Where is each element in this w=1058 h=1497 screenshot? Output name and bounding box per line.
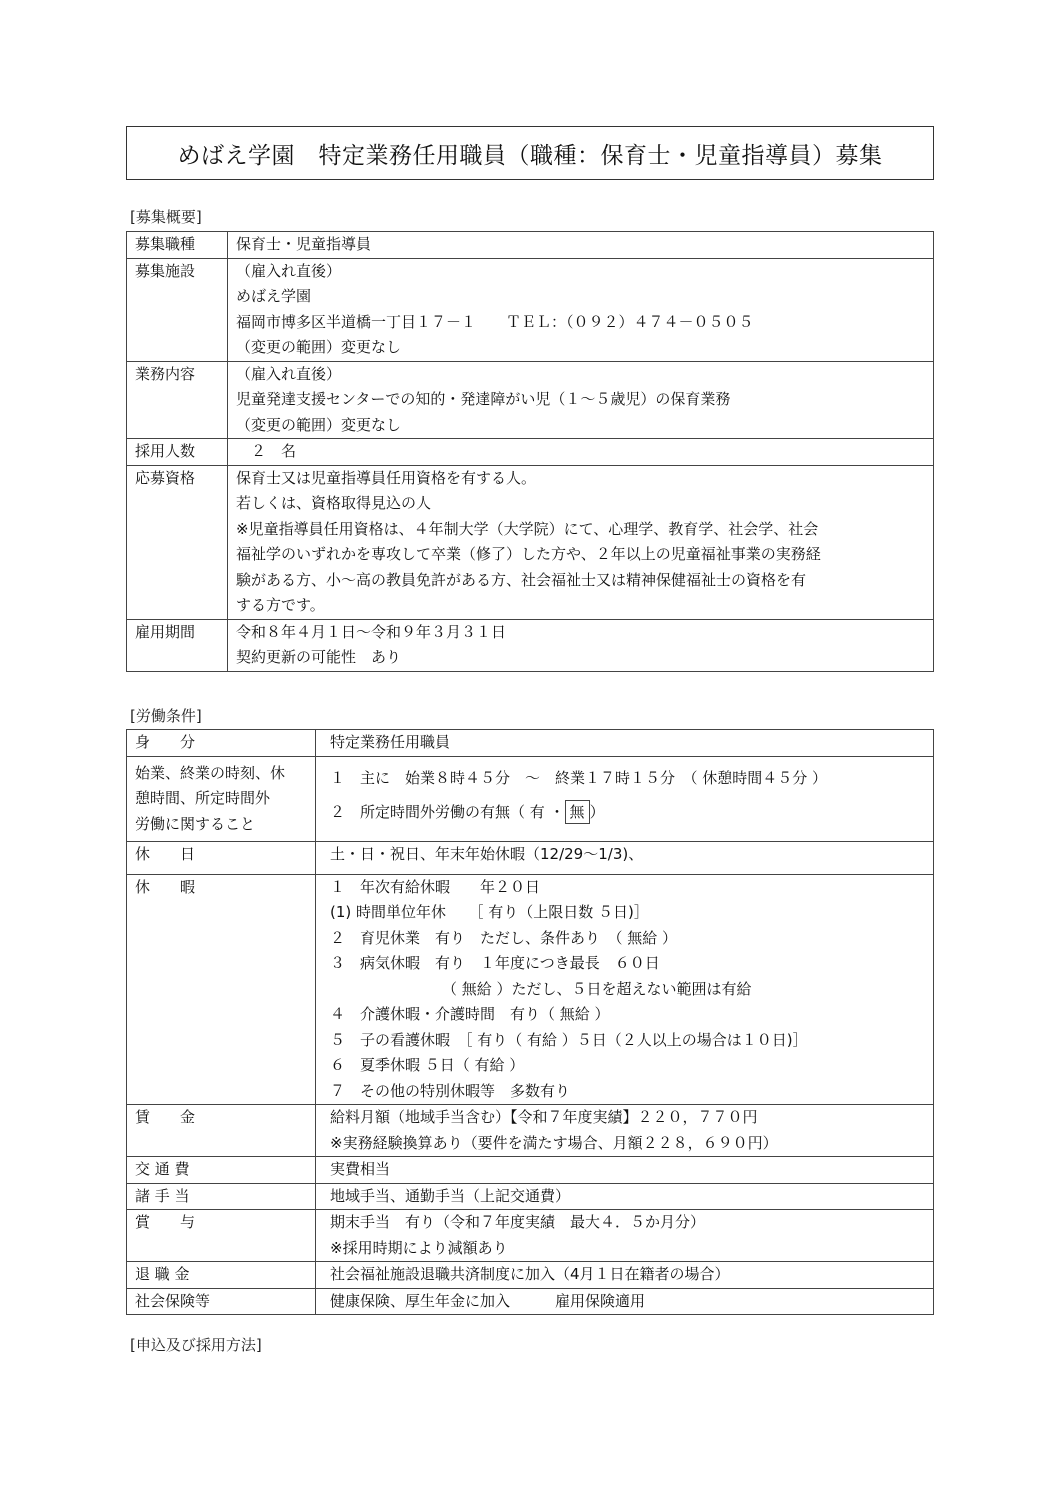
leave-line: （ 無給 ）ただし、５日を超えない範囲は有給 — [442, 979, 752, 998]
overview-section-label: [募集概要] — [130, 208, 202, 226]
row-key: 雇用期間 — [127, 619, 228, 671]
table-row — [127, 439, 934, 466]
application-section-label: [申込及び採用方法] — [130, 1336, 262, 1354]
leave-line: ５ 子の看護休暇 ［ 有り（ 有給 ）５日（２人以上の場合は１０日)］ — [330, 1030, 808, 1049]
key-line: 始業、終業の時刻、休 — [135, 763, 286, 782]
row-value: 土・日・祝日、年末年始休暇（12/29～1/3)、 — [316, 842, 934, 875]
row-value: 社会福祉施設退職共済制度に加入（4月１日在籍者の場合） — [316, 1262, 934, 1289]
row-value: 実費相当 — [316, 1157, 934, 1184]
row-key: 募集職種 — [127, 232, 228, 259]
table-row — [127, 258, 934, 361]
key-line: 労働に関すること — [135, 814, 256, 833]
leave-line: ４ 介護休暇・介護時間 有り（ 無給 ） — [330, 1005, 610, 1023]
overtime-prefix: ２ 所定時間外労働の有無（ 有 ・ — [330, 802, 565, 821]
wage-line: ※実務経験換算あり（要件を満たす場合、月額２２８，６９０円） — [330, 1133, 778, 1152]
overview-table — [126, 231, 934, 672]
table-row — [127, 465, 934, 619]
row-value — [228, 465, 934, 619]
table-row — [127, 1288, 934, 1315]
row-key: 業務内容 — [127, 361, 228, 439]
row-value — [228, 232, 934, 259]
conditions-table — [126, 729, 934, 1315]
conditions-section-label: [労働条件] — [130, 707, 202, 725]
row-key: 採用人数 — [127, 439, 228, 466]
value-line: 若しくは、資格取得見込の人 — [236, 494, 432, 512]
value-line: ※児童指導員任用資格は、４年制大学（大学院）にて、心理学、教育学、社会学、社会 — [236, 519, 819, 538]
value-line: する方です。 — [236, 596, 325, 614]
table-row — [127, 1105, 934, 1157]
value-line: 験がある方、小～高の教員免許がある方、社会福祉士又は精神保健福祉士の資格を有 — [236, 570, 807, 589]
row-key: 諸 手 当 — [127, 1183, 316, 1210]
overtime-suffix: ） — [589, 802, 605, 821]
value-line: （雇入れ直後） — [236, 261, 342, 280]
key-line: 憩時間、所定時間外 — [135, 789, 271, 807]
row-value — [228, 619, 934, 671]
row-value — [316, 874, 934, 1105]
row-key: 社会保険等 — [127, 1288, 316, 1315]
row-value — [228, 439, 934, 466]
page-title: めばえ学園 特定業務任用職員（職種：保育士・児童指導員）募集 — [126, 126, 934, 180]
value-line: （変更の範囲）変更なし — [236, 338, 402, 356]
table-row — [127, 730, 934, 757]
value-line: 保育士・児童指導員 — [236, 235, 372, 253]
leave-line: ２ 育児休業 有り ただし、条件あり （ 無給 ） — [330, 928, 678, 947]
table-row — [127, 1262, 934, 1289]
leave-line: ７ その他の特別休暇等 多数有り — [330, 1081, 571, 1100]
working-hours-line: １ 主に 始業８時４５分 ～ 終業１７時１５分 （ 休憩時間４５分 ） — [330, 768, 828, 787]
bonus-line: ※採用時期により減額あり — [330, 1238, 508, 1257]
leave-line: １ 年次有給休暇 年２０日 — [330, 877, 541, 896]
row-value — [228, 361, 934, 439]
row-value — [228, 258, 934, 361]
value-line: ２ 名 — [236, 442, 297, 460]
leave-line: (1) 時間単位年休 ［ 有り（上限日数 ５日)］ — [330, 903, 649, 921]
row-key: 応募資格 — [127, 465, 228, 619]
row-key: 交 通 費 — [127, 1157, 316, 1184]
value-line: 福岡市博多区半道橋一丁目１７－１ ＴＥＬ：（０９２）４７４－０５０５ — [236, 312, 754, 331]
wage-line: 給料月額（地域手当含む）【令和７年度実績】２２０，７７０円 — [330, 1108, 758, 1126]
table-row — [127, 1210, 934, 1262]
value-line: めばえ学園 — [236, 287, 312, 305]
table-row — [127, 756, 934, 842]
row-key: 賃 金 — [127, 1105, 316, 1157]
table-row — [127, 361, 934, 439]
overtime-line — [330, 795, 925, 829]
row-value: 地域手当、通勤手当（上記交通費） — [316, 1183, 934, 1210]
row-value — [316, 1210, 934, 1262]
row-value — [316, 756, 934, 842]
table-row — [127, 232, 934, 259]
leave-line: ３ 病気休暇 有り １年度につき最長 ６０日 — [330, 954, 660, 972]
row-value: 健康保険、厚生年金に加入 雇用保険適用 — [316, 1288, 934, 1315]
row-key: 身 分 — [127, 730, 316, 757]
row-key: 休 暇 — [127, 874, 316, 1105]
table-row — [127, 842, 934, 875]
value-line: 契約更新の可能性 あり — [236, 648, 402, 666]
table-row — [127, 1183, 934, 1210]
row-key: 退 職 金 — [127, 1262, 316, 1289]
bonus-line: 期末手当 有り（令和７年度実績 最大４．５か月分） — [330, 1213, 706, 1231]
value-line: （変更の範囲）変更なし — [236, 415, 402, 434]
row-key: 賞 与 — [127, 1210, 316, 1262]
table-row — [127, 874, 934, 1105]
overtime-selected-option: 無 — [565, 800, 590, 824]
value-line: （雇入れ直後） — [236, 364, 342, 383]
row-key — [127, 756, 316, 842]
value-line: 保育士又は児童指導員任用資格を有する人。 — [236, 468, 537, 487]
row-key: 休 日 — [127, 842, 316, 875]
table-row — [127, 1157, 934, 1184]
leave-line: ６ 夏季休暇 ５日（ 有給 ） — [330, 1056, 525, 1074]
value-line: 令和８年４月１日～令和９年３月３１日 — [236, 622, 507, 641]
value-line: 福祉学のいずれかを専攻して卒業（修了）した方や、２年以上の児童福祉事業の実務経 — [236, 545, 821, 563]
value-line: 児童発達支援センターでの知的・発達障がい児（１～５歳児）の保育業務 — [236, 390, 731, 408]
row-value: 特定業務任用職員 — [316, 730, 934, 757]
row-value — [316, 1105, 934, 1157]
table-row — [127, 619, 934, 671]
row-key: 募集施設 — [127, 258, 228, 361]
